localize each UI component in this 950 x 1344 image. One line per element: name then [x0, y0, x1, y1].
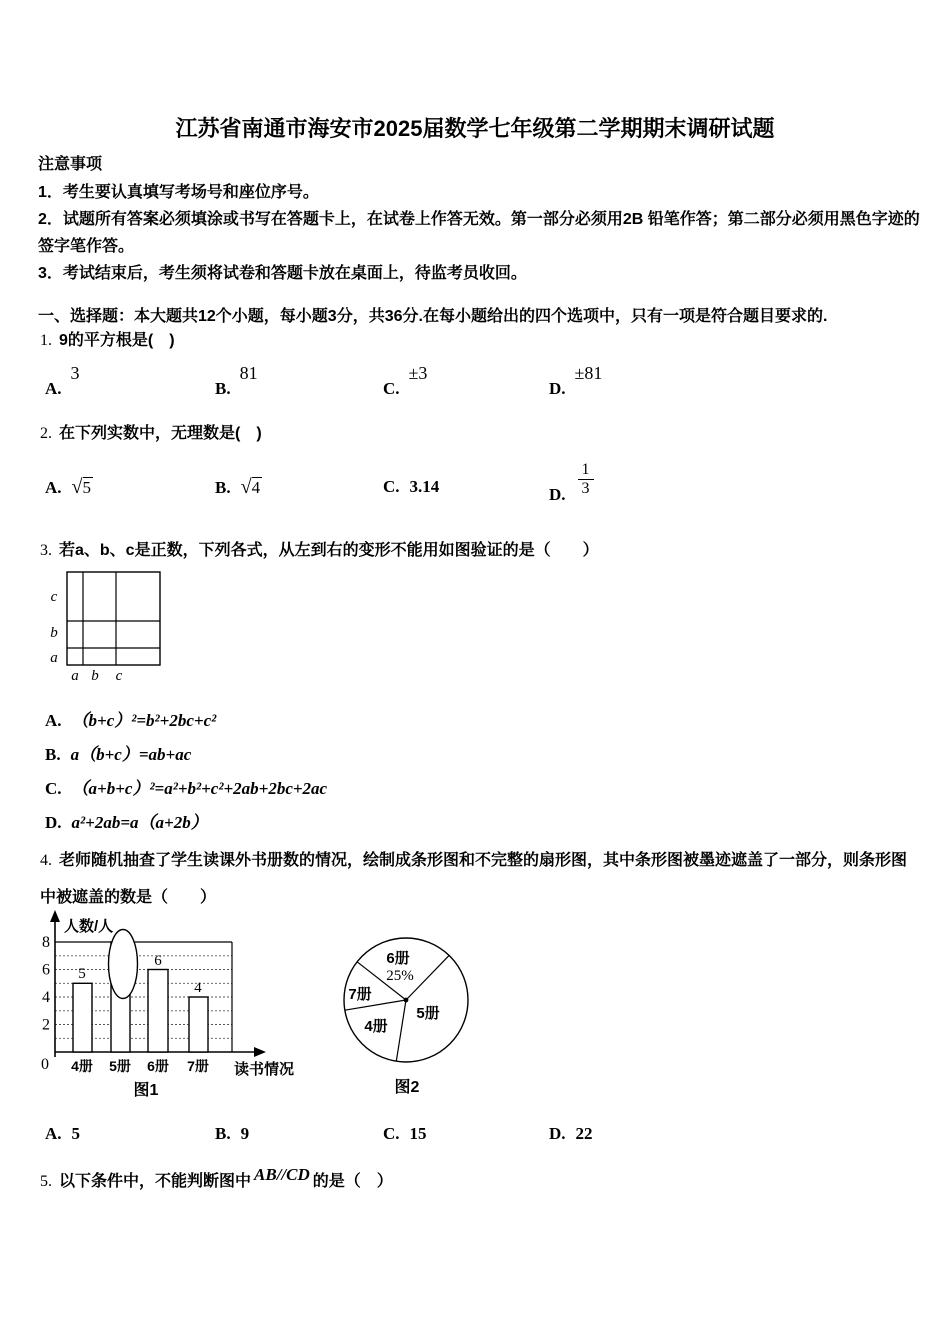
question-1-option-c [383, 363, 428, 399]
radicand: 5 [82, 478, 92, 497]
bar-7ce [189, 997, 208, 1052]
page-title: 江苏省南通市海安市2025届数学七年级第二学期期末调研试题 [175, 116, 775, 141]
bar-6ce [148, 970, 168, 1053]
option-letter: A. [45, 478, 62, 497]
option-letter: C. [383, 1124, 400, 1143]
option-value: 81 [239, 363, 258, 383]
option-letter: B. [45, 745, 61, 764]
question-2-option-d [549, 461, 594, 515]
option-value: 9 [240, 1124, 250, 1143]
option-letter: D. [45, 813, 62, 832]
radical-sign: √ [71, 476, 83, 498]
option-letter: B. [215, 379, 231, 398]
question-4-option-c [383, 1124, 427, 1144]
sqrt-expression [241, 477, 262, 497]
row-label-b: b [50, 625, 58, 641]
option-value: 5 [71, 1124, 81, 1143]
question-3-stem: 若a、b、c是正数，下列各式，从左到右的变形不能用如图验证的是（ ） [59, 542, 599, 559]
question-3-number: 3. [40, 542, 52, 559]
option-letter: B. [215, 478, 231, 497]
question-3-option-d [45, 808, 208, 833]
figure-1-caption: 图1 [133, 1082, 159, 1099]
question-2-option-b [215, 477, 262, 498]
option-formula: （a+b+c）²=a²+b²+c²+2ab+2bc+2ac [71, 779, 328, 798]
bar-value-label: 4 [194, 980, 202, 996]
question-3-option-a [45, 706, 216, 731]
question-5-number: 5. [40, 1173, 52, 1190]
fraction-numerator: 1 [581, 461, 590, 478]
row-label-a: a [50, 650, 58, 666]
option-letter: C. [383, 379, 400, 398]
col-label-c: c [115, 668, 123, 684]
y-axis-title: 人数/人 [64, 918, 114, 935]
option-letter: D. [549, 1124, 566, 1143]
question-1-number: 1. [40, 332, 52, 349]
origin-label: 0 [41, 1056, 49, 1073]
col-label-a: a [71, 668, 79, 684]
option-letter: D. [549, 379, 566, 398]
question-2-stem: 在下列实数中，无理数是( ) [59, 425, 262, 442]
question-2-option-a [45, 477, 93, 498]
sqrt-expression [72, 477, 93, 497]
question-2-option-c [383, 477, 439, 497]
y-tick-label: 4 [42, 989, 50, 1006]
option-value: 15 [409, 1124, 427, 1143]
option-letter: C. [383, 477, 400, 496]
x-category-label: 5册 [109, 1058, 131, 1074]
question-3-option-c [45, 774, 327, 799]
pie-label-6ce: 6册 [386, 950, 410, 967]
x-category-label: 6册 [147, 1058, 169, 1074]
col-label-b: b [91, 668, 99, 684]
row-label-c: c [50, 589, 58, 605]
question-1 [40, 327, 175, 350]
y-axis-arrow [50, 910, 60, 922]
question-4-option-d [549, 1124, 593, 1144]
option-letter: B. [215, 1124, 231, 1143]
pie-percent-6ce: 25% [386, 968, 414, 984]
option-letter: A. [45, 1124, 62, 1143]
question-2 [40, 420, 262, 443]
question-2-number: 2. [40, 425, 52, 442]
pie-label-7ce: 7册 [348, 986, 372, 1003]
y-tick-label: 6 [42, 961, 50, 979]
pie-center-dot [404, 998, 409, 1003]
fraction-denominator: 3 [578, 479, 594, 498]
notice-item-1: 1．考生要认真填写考场号和座位序号。 [38, 184, 319, 201]
question-5-stem-prefix: 以下条件中，不能判断图中 [59, 1173, 252, 1190]
question-3-option-b [45, 740, 191, 765]
notice-item-3: 3．考试结束后，考生须将试卷和答题卡放在桌面上，待监考员收回。 [38, 265, 527, 282]
question-5-math: AB//CD [254, 1165, 310, 1184]
option-formula: a²+2ab=a（a+2b） [71, 813, 208, 832]
pie-label-4ce: 4册 [364, 1018, 388, 1035]
question-4-stem: 老师随机抽查了学生读课外书册数的情况，绘制成条形图和不完整的扇形图，其中条形图被墨迹遮盖了一部分，则条形图中被遮盖的数是（ ） [40, 852, 908, 906]
option-value: 3 [70, 363, 80, 383]
ink-blot-ellipse [109, 930, 138, 999]
option-letter: C. [45, 779, 62, 798]
y-tick-label: 2 [42, 1016, 50, 1034]
bar-4ce [73, 983, 92, 1052]
question-1-option-d [549, 363, 603, 399]
bar-value-label: 6 [154, 953, 162, 969]
option-value: 22 [575, 1124, 593, 1143]
notice-heading: 注意事项 [38, 156, 103, 173]
x-category-label: 7册 [187, 1058, 209, 1074]
bar-chart [20, 905, 330, 1110]
option-formula: （b+c）²=b²+2bc+c² [71, 711, 217, 730]
notice-item-2: 2．试题所有答案必须填涂或书写在答题卡上，在试卷上作答无效。第一部分必须用2B 铅笔作答；第二部分必须用黑色字迹的签字笔作答。 [38, 211, 920, 255]
section-heading: 一、选择题：本大题共12个小题，每小题3分，共36分.在每小题给出的四个选项中，只有一项是符合题目要求的. [38, 308, 828, 325]
bar-value-label: 5 [78, 966, 86, 982]
x-axis-title: 读书情况 [234, 1061, 295, 1078]
option-value: ±81 [574, 363, 603, 383]
radicand: 4 [251, 478, 261, 497]
pie-chart [330, 920, 500, 1110]
question-3 [40, 537, 599, 560]
x-category-label: 4册 [71, 1058, 93, 1074]
question-4-number: 4. [40, 852, 52, 869]
question-1-option-b [215, 363, 258, 399]
question-4-option-a [45, 1124, 80, 1144]
option-letter: D. [549, 485, 566, 505]
question-5 [40, 1165, 393, 1191]
question-1-stem: 9的平方根是( ) [59, 332, 175, 349]
question-1-option-a [45, 363, 80, 399]
pie-label-5ce: 5册 [416, 1005, 440, 1022]
question-4-option-b [215, 1124, 249, 1144]
option-letter: A. [45, 711, 62, 730]
radical-sign: √ [240, 476, 252, 498]
option-value: ±3 [408, 363, 428, 383]
option-value: 3.14 [409, 477, 440, 496]
x-axis-arrow [254, 1047, 266, 1057]
area-grid-diagram [48, 565, 178, 695]
y-tick-label: 8 [42, 934, 50, 951]
question-5-stem-suffix: 的是（ ） [312, 1173, 393, 1190]
fraction [578, 461, 594, 499]
figure-2-caption: 图2 [394, 1079, 420, 1096]
option-letter: A. [45, 379, 62, 398]
option-formula: a（b+c）=ab+ac [70, 745, 192, 764]
